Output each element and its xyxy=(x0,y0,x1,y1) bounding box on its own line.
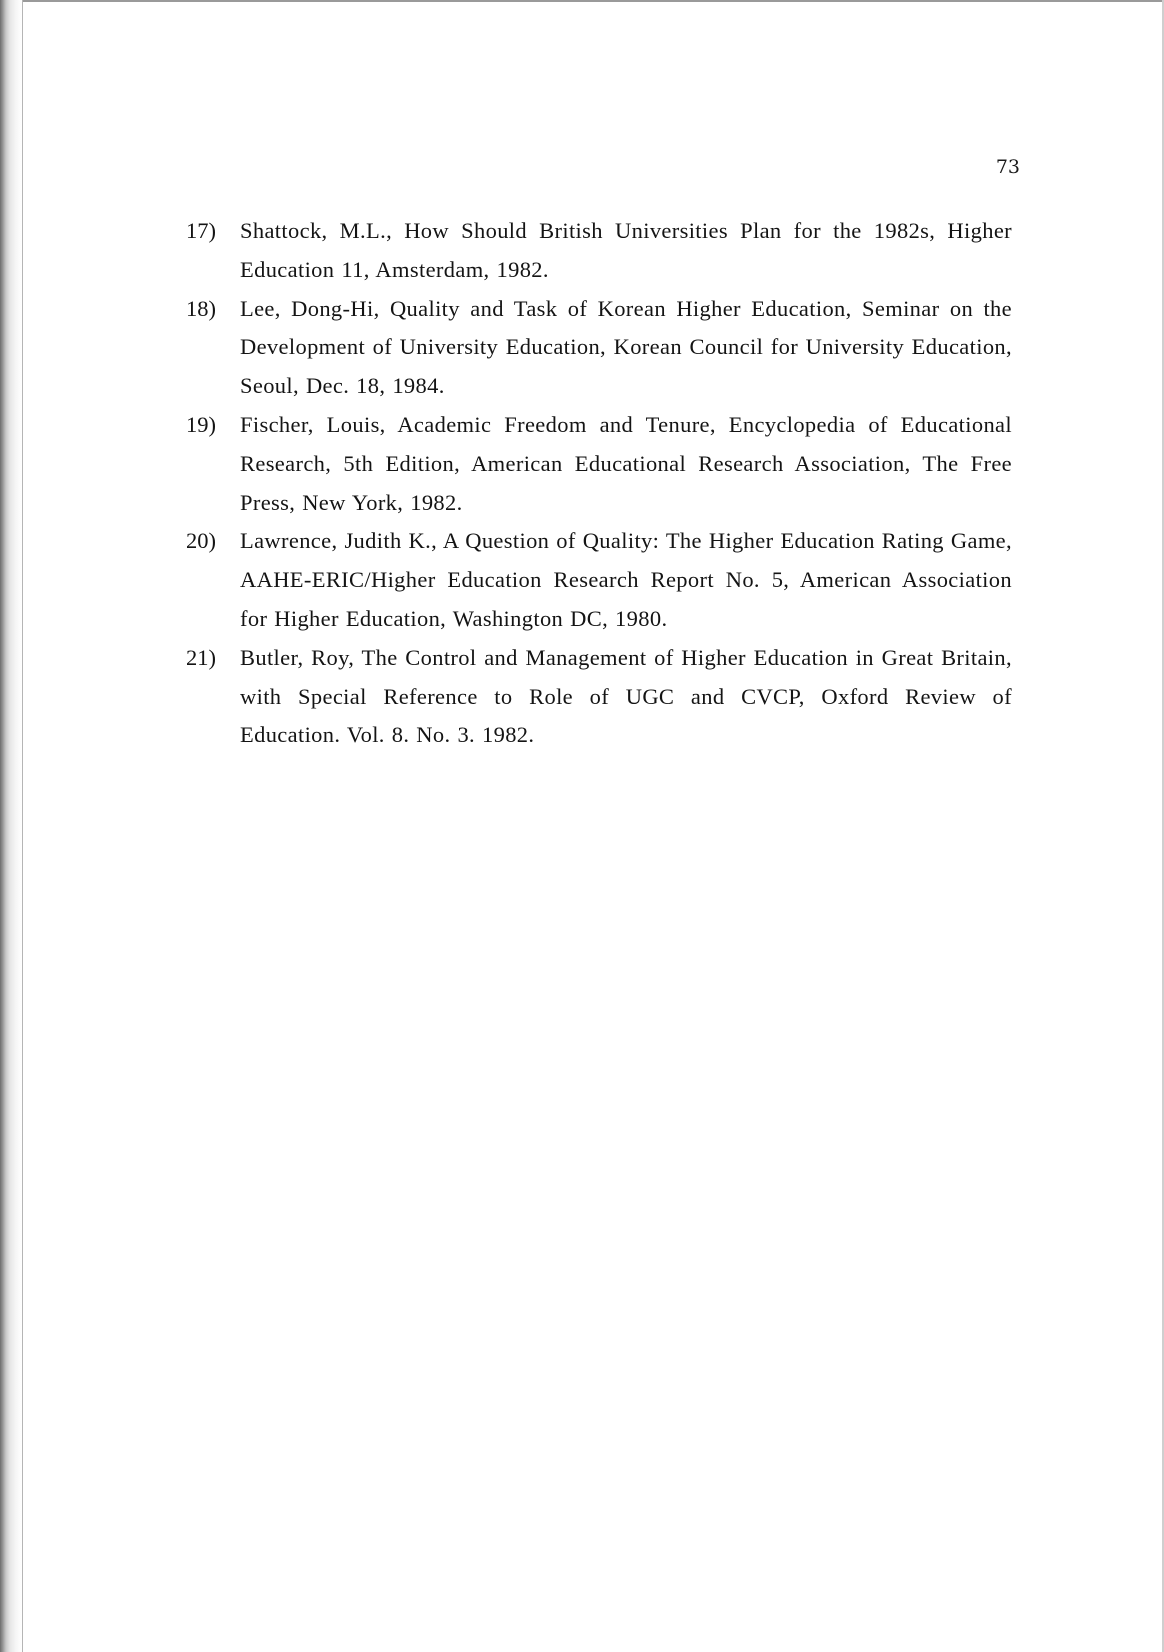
reference-number: 18) xyxy=(186,295,216,321)
page-number: 73 xyxy=(995,156,1020,178)
reference-item xyxy=(186,406,1012,522)
reference-item xyxy=(186,212,1012,290)
page-edge-line xyxy=(22,0,23,1652)
reference-text: Lee, Dong-Hi, Quality and Task of Korean Higher Education, Seminar on the Development of University Education, Korean Council for University Education, Seoul, Dec. 18, 1984. xyxy=(240,295,1012,399)
page-top-edge xyxy=(0,0,1164,2)
reference-text: Butler, Roy, The Control and Management of Higher Education in Great Britain, with Special Reference to Role of UGC and CVCP, Oxford Review of Education. Vol. 8. No. 3. 1982. xyxy=(240,644,1012,748)
reference-item xyxy=(186,522,1012,638)
reference-text: Lawrence, Judith K., A Question of Quality: The Higher Education Rating Game, AAHE-ERIC/Higher Education Research Report No. 5, American Association for Higher Education, Washington DC, 1980. xyxy=(240,528,1012,631)
reference-number: 20) xyxy=(186,528,216,554)
reference-number: 21) xyxy=(186,644,216,670)
reference-item xyxy=(186,290,1012,406)
reference-item xyxy=(186,639,1012,755)
page-stack-edge xyxy=(0,0,22,1652)
reference-list xyxy=(186,212,1012,755)
reference-number: 17) xyxy=(186,218,216,243)
reference-text: Shattock, M.L., How Should British Universities Plan for the 1982s, Higher Education 11, Amsterdam, 1982. xyxy=(240,218,1012,282)
reference-number: 19) xyxy=(186,411,216,437)
reference-text: Fischer, Louis, Academic Freedom and Tenure, Encyclopedia of Educational Research, 5th Edition, American Educational Research Association, The Free Press, New York, 1982. xyxy=(240,411,1012,515)
